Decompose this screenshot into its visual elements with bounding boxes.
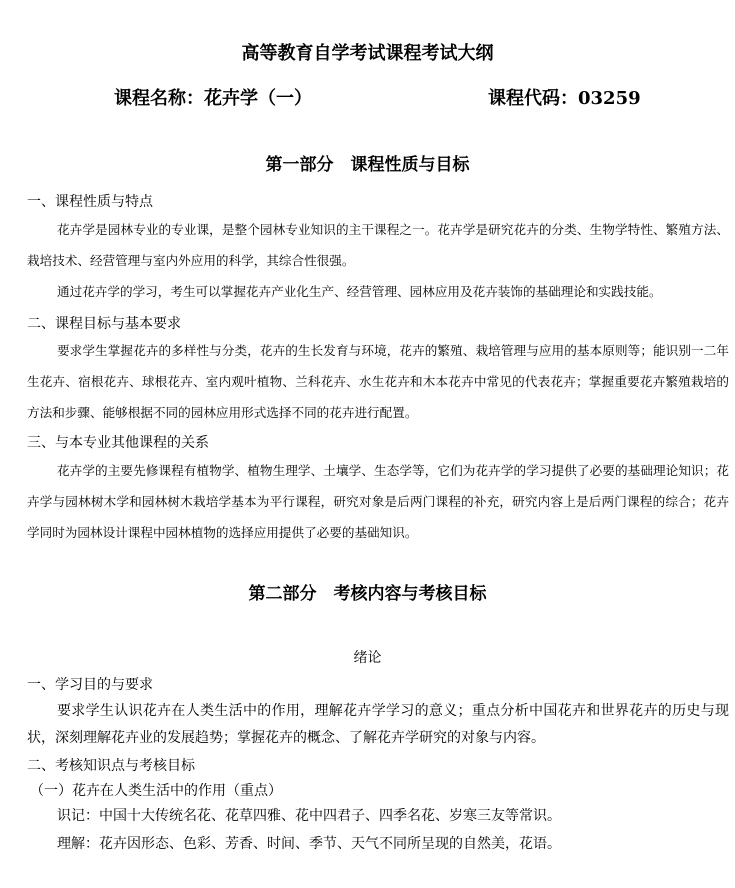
document-title: 高等教育自学考试课程考试大纲 [241, 43, 494, 64]
section-heading-knowledge-points: 二、考核知识点与考核目标 [27, 758, 195, 774]
section-heading-purpose: 一、学习目的与要求 [27, 677, 153, 693]
memorize-line: 识记：中国十大传统名花、花草四雅、花中四君子、四季名花、岁寒三友等常识。 [57, 808, 561, 824]
course-name: 课程名称：花卉学（一） [114, 88, 312, 109]
understand-line: 理解：花卉因形态、色彩、芳香、时间、季节、天气不同所呈现的自然美，花语。 [57, 836, 561, 852]
paragraph-purpose: 要求学生认识花卉在人类生活中的作用，理解花卉学学习的意义；重点分析中国花卉和世界花卉的历史与现状，深刻理解花卉业的发展趋势；掌握花卉的概念、了解花卉学研究的对象与内容。 [27, 703, 729, 746]
intro-heading: 绪论 [353, 650, 382, 666]
paragraph-nature-2: 通过花卉学的学习，考生可以掌握花卉产业化生产、经营管理、园林应用及花卉装饰的基础理论和实践技能。 [57, 284, 662, 299]
subsection-heading-role: （一）花卉在人类生活中的作用（重点） [30, 783, 282, 799]
paragraph-nature-1: 花卉学是园林专业的专业课，是整个园林专业知识的主干课程之一。花卉学是研究花卉的分类、生物学特性、繁殖方法、栽培技术、经营管理与室内外应用的科学，其综合性很强。 [27, 222, 729, 268]
paragraph-relations: 花卉学的主要先修课程有植物学、植物生理学、土壤学、生态学等，它们为花卉学的学习提供了必要的基础理论知识；花卉学与园林树木学和园林树木栽培学基本为平行课程，研究对象是后两门课程的补充，研究内容上是后两门课程的综合；花卉学同时为园林设计课程中园林植物的选择应用提供了必要的基础知识。 [27, 463, 729, 540]
part2-title: 第二部分 考核内容与考核目标 [248, 584, 487, 604]
course-code: 课程代码：03259 [488, 88, 641, 109]
section-heading-nature: 一、课程性质与特点 [27, 194, 153, 210]
section-heading-goals: 二、课程目标与基本要求 [27, 316, 181, 332]
section-heading-relations: 三、与本专业其他课程的关系 [27, 435, 209, 451]
paragraph-goals: 要求学生掌握花卉的多样性与分类，花卉的生长发育与环境，花卉的繁殖、栽培管理与应用的基本原则等；能识别一二年生花卉、宿根花卉、球根花卉、室内观叶植物、兰科花卉、水生花卉和木本花卉中常见的代表花卉；掌握重要花卉繁殖栽培的方法和步骤、能够根据不同的园林应用形式选择不同的花卉进行配置。 [27, 343, 729, 420]
part1-title: 第一部分 课程性质与目标 [265, 155, 470, 175]
course-info-row [0, 85, 735, 113]
